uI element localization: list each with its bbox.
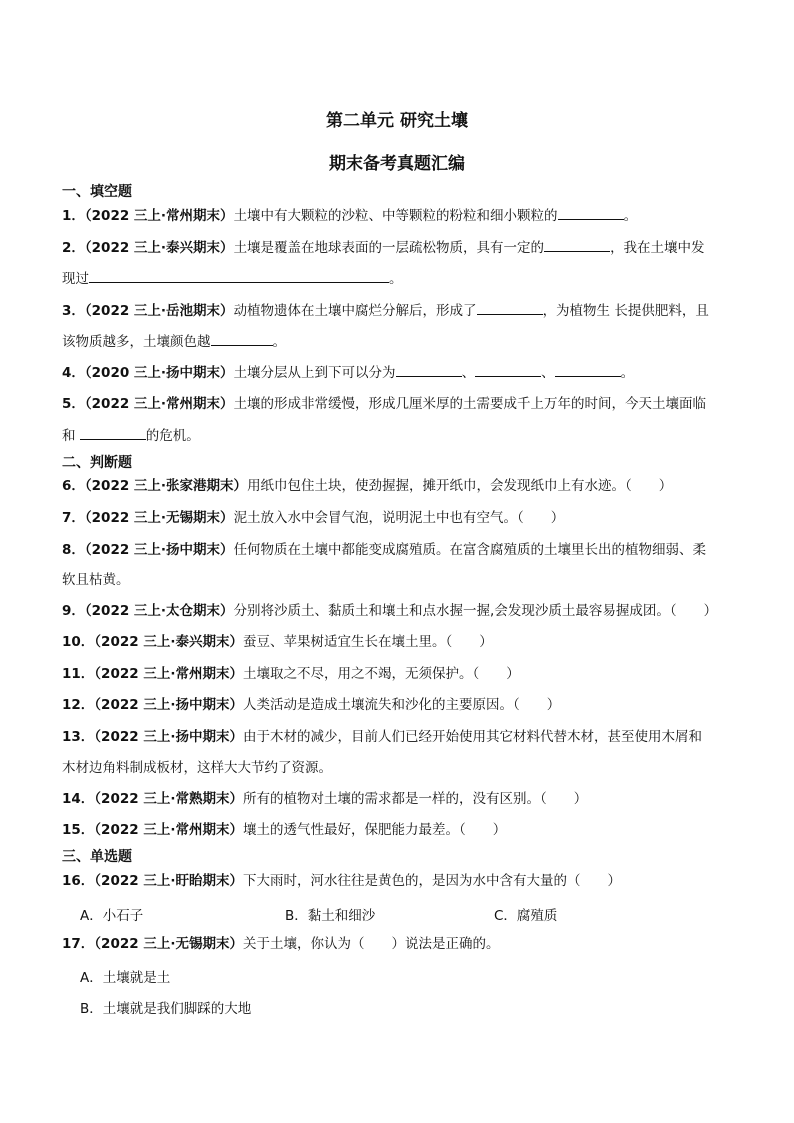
question-15 [62, 820, 506, 840]
question-number: 16． [62, 873, 95, 889]
question-text: 土壤中有大颗粒的沙粒、中等颗粒的粉粒和细小颗粒的 [233, 208, 558, 224]
question-source: （2022 三上·泰兴期末） [94, 634, 243, 650]
question-16 [62, 871, 621, 891]
option-b[interactable]: B．土壤就是我们脚踩的大地 [80, 1001, 252, 1017]
question-number: 9． [62, 603, 85, 619]
answer-blank[interactable] [477, 300, 543, 315]
question-14 [62, 789, 587, 809]
answer-blank[interactable] [475, 362, 541, 377]
question-number: 15． [62, 822, 95, 838]
question-number: 4． [62, 365, 85, 381]
question-number: 7． [62, 510, 85, 526]
question-9 [62, 601, 717, 621]
question-source: （2022 三上·常州期末） [94, 822, 243, 838]
question-5-line-2: 和 的危机。 [62, 425, 200, 446]
question-text: 动植物遗体在土壤中腐烂分解后，形成了 [233, 303, 477, 319]
question-8-line-2: 软且枯黄。 [62, 572, 130, 588]
question-3-line-2: 该物质越多，土壤颜色越 。 [62, 331, 286, 352]
section-heading-true-false: 二、判断题 [62, 455, 132, 471]
question-number: 14． [62, 791, 95, 807]
answer-blank[interactable] [558, 205, 624, 220]
question-13 [62, 727, 702, 747]
question-text: 蚕豆、苹果树适宜生长在壤土里。（ ） [242, 634, 493, 650]
question-text: 所有的植物对土壤的需求都是一样的，没有区别。（ ） [242, 791, 588, 807]
page-subtitle: 期末备考真题汇编 [329, 154, 465, 174]
question-17 [62, 934, 499, 954]
question-source: （2022 三上·张家港期末） [84, 478, 248, 494]
question-number: 3． [62, 303, 85, 319]
question-source: （2022 三上·常熟期末） [94, 791, 243, 807]
question-text: 下大雨时，河水往往是黄色的，是因为水中含有大量的（ ） [242, 873, 621, 889]
question-text: 用纸巾包住土块，使劲握握，摊开纸巾，会发现纸巾上有水迹。（ ） [247, 478, 673, 494]
question-source: （2022 三上·扬中期末） [94, 697, 243, 713]
question-text: 土壤是覆盖在地球表面的一层疏松物质，具有一定的 [233, 240, 545, 256]
question-source: （2020 三上·扬中期末） [84, 365, 234, 381]
question-10 [62, 632, 493, 652]
question-2-line-2: 现过 。 [62, 268, 403, 289]
question-text: 由于木材的减少，目前人们已经开始使用其它材料代替木材，甚至使用木屑和 [242, 729, 702, 745]
question-number: 11． [62, 666, 95, 682]
question-number: 2． [62, 240, 85, 256]
question-6 [62, 476, 672, 496]
question-11 [62, 664, 520, 684]
question-source: （2022 三上·无锡期末） [84, 510, 234, 526]
question-12 [62, 695, 560, 715]
option-a[interactable]: A．小石子 [80, 908, 144, 924]
question-8 [62, 540, 706, 560]
option-c[interactable]: C．腐殖质 [494, 908, 558, 924]
question-number: 17． [62, 936, 95, 952]
answer-blank[interactable] [544, 237, 610, 252]
question-number: 10． [62, 634, 95, 650]
question-3: 3．（2022 三上·岳池期末）动植物遗体在土壤中腐烂分解后，形成了 ，为植物生 长提供肥料，且 [62, 300, 709, 321]
question-text: 泥土放入水中会冒气泡，说明泥土中也有空气。（ ） [233, 510, 565, 526]
question-number: 12． [62, 697, 95, 713]
answer-blank[interactable] [555, 362, 621, 377]
question-text: 任何物质在土壤中都能变成腐殖质。在富含腐殖质的土壤里长出的植物细弱、柔 [233, 542, 707, 558]
question-text: 土壤取之不尽，用之不竭，无须保护。（ ） [242, 666, 520, 682]
section-heading-single-choice: 三、单选题 [62, 849, 132, 865]
question-text: 土壤的形成非常缓慢，形成几厘米厚的土需要成千上万年的时间，今天土壤面临 [233, 396, 707, 412]
question-text: 分别将沙质土、黏质土和壤土和点水握一握,会发现沙质土最容易握成团。（ ） [233, 603, 718, 619]
question-text: 关于土壤，你认为（ ）说法是正确的。 [242, 936, 500, 952]
question-source: （2022 三上·扬中期末） [84, 542, 234, 558]
answer-blank[interactable] [89, 268, 389, 283]
question-number: 1． [62, 208, 85, 224]
question-source: （2022 三上·无锡期末） [94, 936, 243, 952]
question-number: 8． [62, 542, 85, 558]
option-b[interactable]: B．黏土和细沙 [285, 908, 376, 924]
question-source: （2022 三上·常州期末） [84, 208, 234, 224]
question-source: （2022 三上·泰兴期末） [84, 240, 234, 256]
section-heading-fill-blank: 一、填空题 [62, 184, 132, 200]
question-number: 6． [62, 478, 85, 494]
question-source: （2022 三上·常州期末） [94, 666, 243, 682]
question-source: （2022 三上·常州期末） [84, 396, 234, 412]
question-source: （2022 三上·岳池期末） [84, 303, 234, 319]
question-13-line-2: 木材边角料制成板材，这样大大节约了资源。 [62, 760, 332, 776]
answer-blank[interactable] [396, 362, 462, 377]
question-2: 2．（2022 三上·泰兴期末）土壤是覆盖在地球表面的一层疏松物质，具有一定的 ，我在土壤中发 [62, 237, 705, 258]
answer-blank[interactable] [80, 425, 146, 440]
question-5 [62, 394, 706, 414]
question-number: 13． [62, 729, 95, 745]
answer-blank[interactable] [211, 331, 273, 346]
question-number: 5． [62, 396, 85, 412]
question-text: 人类活动是造成土壤流失和沙化的主要原因。（ ） [242, 697, 561, 713]
question-source: （2022 三上·扬中期末） [94, 729, 243, 745]
option-a[interactable]: A．土壤就是土 [80, 970, 171, 986]
question-7 [62, 508, 564, 528]
question-4: 4．（2020 三上·扬中期末）土壤分层从上到下可以分为 、 、 。 [62, 362, 634, 383]
question-1: 1．（2022 三上·常州期末）土壤中有大颗粒的沙粒、中等颗粒的粉粒和细小颗粒的 。 [62, 205, 637, 226]
question-source: （2022 三上·盱眙期末） [94, 873, 243, 889]
page-title: 第二单元 研究土壤 [326, 111, 468, 131]
question-source: （2022 三上·太仓期末） [84, 603, 234, 619]
question-text: 土壤分层从上到下可以分为 [233, 365, 396, 381]
question-text: 壤土的透气性最好，保肥能力最差。（ ） [242, 822, 507, 838]
